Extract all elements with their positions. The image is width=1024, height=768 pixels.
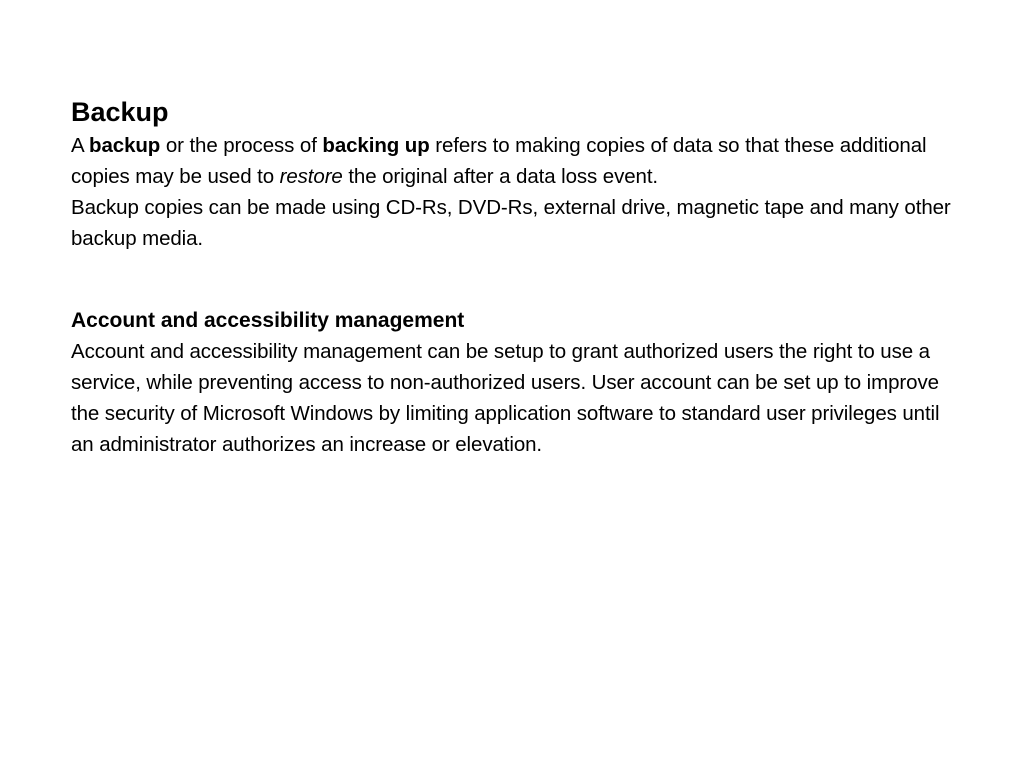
backup-term: backup (89, 134, 161, 157)
backup-text-4: the original after a data loss event. (342, 165, 659, 188)
backing-up-term: backing up (322, 134, 430, 157)
backup-text-3: refers to making copies of data so that these additional copies may be used to (71, 134, 927, 188)
account-section (71, 306, 961, 460)
restore-term: restore (279, 165, 343, 188)
slide-content (71, 94, 961, 460)
section-spacer (71, 254, 961, 306)
account-paragraph: Account and accessibility management can be setup to grant authorized users the right to use a service, while preventing access to non-authorized users. User account can be set up to improve the security of Microsoft Windows by limiting application software to standard user privileges until an administrator authorizes an increase or elevation. (71, 340, 940, 456)
backup-paragraph-2: Backup copies can be made using CD-Rs, DVD-Rs, external drive, magnetic tape and many other backup media. (71, 196, 951, 250)
backup-text-1: A (71, 134, 90, 157)
backup-section (71, 94, 961, 254)
account-heading: Account and accessibility management (71, 309, 465, 332)
backup-heading: Backup (71, 97, 169, 127)
backup-text-2: or the process of (160, 134, 323, 157)
backup-paragraph-1 (71, 130, 961, 192)
